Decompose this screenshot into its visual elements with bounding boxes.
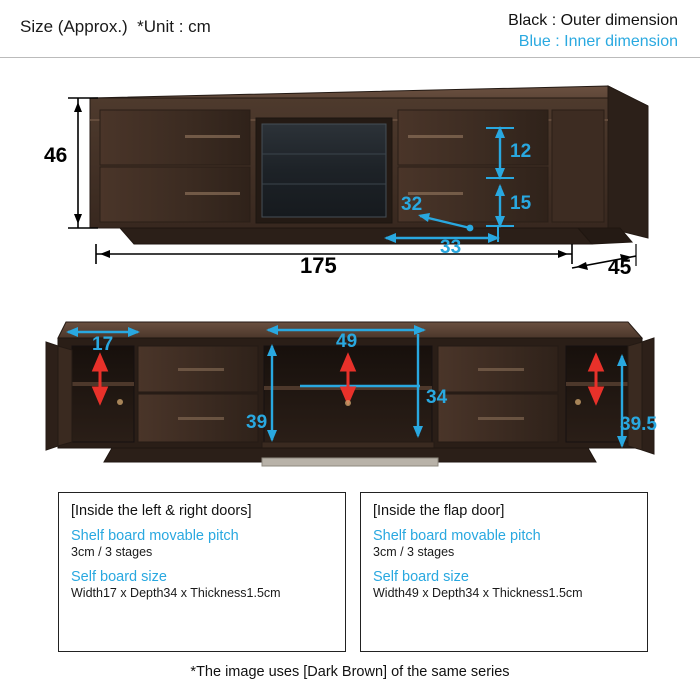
inner-side-width-17: 17: [92, 334, 114, 355]
info-box-side-title: [Inside the left & right doors]: [71, 503, 252, 519]
inner-side-height-39-5: 39.5: [620, 414, 657, 435]
footnote: *The image uses [Dark Brown] of the same series: [190, 664, 510, 680]
inner-flap-depth-32: 32: [401, 194, 423, 215]
info-box-side-pitch-head: Shelf board movable pitch: [71, 528, 239, 544]
legend-inner-dimension: Blue : Inner dimension: [518, 33, 678, 50]
legend-outer-dimension: Black : Outer dimension: [508, 12, 678, 29]
header-bar: [0, 0, 700, 58]
inner-flap-lower-15: 15: [510, 193, 532, 214]
inner-flap-opening-12: 12: [510, 141, 532, 162]
dimension-depth-45: 45: [608, 256, 632, 279]
dimension-width-175: 175: [300, 253, 337, 278]
inner-center-height-39: 39: [246, 412, 268, 433]
info-box-flap-title: [Inside the flap door]: [373, 503, 505, 519]
cabinet-front-view: [0, 58, 700, 283]
cabinet-open-view: [0, 300, 700, 480]
dimension-height-46: 46: [44, 144, 68, 167]
info-box-side-doors: [58, 492, 346, 652]
info-box-flap-shelf-value: Width49 x Depth34 x Thickness1.5cm: [373, 586, 583, 600]
info-box-side-shelf-head: Self board size: [71, 569, 167, 585]
info-box-flap-shelf-head: Self board size: [373, 569, 469, 585]
size-label: Size (Approx.) *Unit : cm: [20, 17, 211, 36]
info-box-flap-door: [360, 492, 648, 652]
inner-flap-width-33: 33: [440, 237, 462, 258]
info-boxes: [58, 492, 648, 652]
cabinet-open-view-svg: [0, 300, 700, 480]
info-box-side-pitch-value: 3cm / 3 stages: [71, 545, 153, 559]
inner-center-width-49: 49: [336, 331, 358, 352]
info-box-flap-pitch-head: Shelf board movable pitch: [373, 528, 541, 544]
inner-center-depth-34: 34: [426, 387, 448, 408]
info-box-side-shelf-value: Width17 x Depth34 x Thickness1.5cm: [71, 586, 281, 600]
cabinet-front-view-svg: [0, 58, 700, 283]
info-box-flap-pitch-value: 3cm / 3 stages: [373, 545, 455, 559]
